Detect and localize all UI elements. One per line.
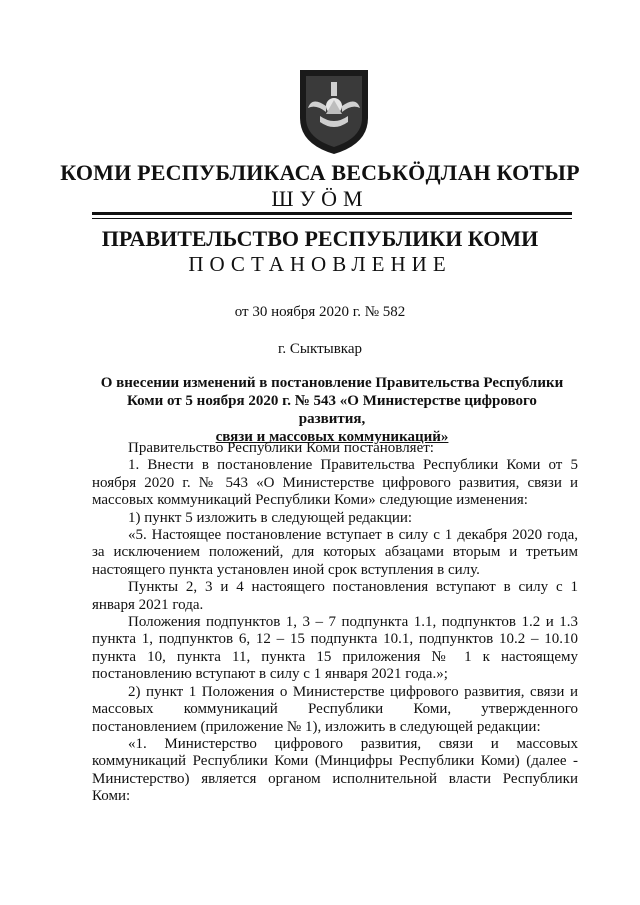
document-body: [92, 440, 578, 806]
komi-resolution-label: ШУÖМ: [271, 186, 369, 211]
title-line: связи и массовых коммуникаций»: [215, 429, 449, 445]
paragraph: Правительство Республики Коми постановляет:: [128, 440, 434, 456]
komi-government-title: КОМИ РЕСПУБЛИКАСА ВЕСЬКÖДЛАН КОТЫР: [60, 160, 580, 185]
paragraph: «5. Настоящее постановление вступает в силу с 1 декабря 2020 года, за исключением положений, для которых абзацами вторым и третьим настоящего пункта установлен иной срок вступления в силу.: [92, 527, 578, 578]
title-line: Коми от 5 ноября 2020 г. № 543 «О Министерстве цифрового развития,: [127, 393, 537, 427]
title-line: О внесении изменений в постановление Правительства Республики: [100, 375, 564, 391]
document-city: г. Сыктывкар: [277, 341, 363, 357]
coat-of-arms-komi-icon: [296, 66, 372, 156]
paragraph: Пункты 2, 3 и 4 настоящего постановления вступают в силу с 1 января 2021 года.: [92, 579, 578, 613]
document-date-number: от 30 ноября 2020 г. № 582: [234, 304, 406, 320]
paragraph: 1. Внести в постановление Правительства Республики Коми от 5 ноября 2020 г. № 543 «О Министерстве цифрового развития, связи и массовых коммуникаций Республики Коми» следующие изменения:: [92, 457, 578, 509]
paragraph: 2) пункт 1 Положения о Министерстве цифрового развития, связи и массовых коммуникаций Республики Коми, утвержденного постановлением (приложение № 1), изложить в следующей редакции:: [92, 683, 578, 735]
header-divider-thin: [92, 218, 572, 219]
paragraph: «1. Министерство цифрового развития, связи и массовых коммуникаций Республики Коми (Минцифры Республики Коми) (далее - Министерство) является органом исполнительной власти Республики Коми:: [92, 735, 578, 805]
paragraph: Положения подпунктов 1, 3 – 7 подпункта 1.1, подпунктов 1.2 и 1.3 пункта 1, подпунктов 6, 12 – 15 подпункта 10.1, подпунктов 10.2 – 10.10 пункта 10, пункта 11, пункта 15 приложения № 1 к настоящему постановлению вступают в силу с 1 января 2021 года.»;: [92, 614, 578, 683]
resolution-label: ПОСТАНОВЛЕНИЕ: [188, 252, 452, 276]
header-divider-thick: [92, 212, 572, 215]
government-title: ПРАВИТЕЛЬСТВО РЕСПУБЛИКИ КОМИ: [101, 226, 539, 251]
paragraph: 1) пункт 5 изложить в следующей редакции:: [128, 509, 413, 526]
document-title: [92, 374, 572, 446]
